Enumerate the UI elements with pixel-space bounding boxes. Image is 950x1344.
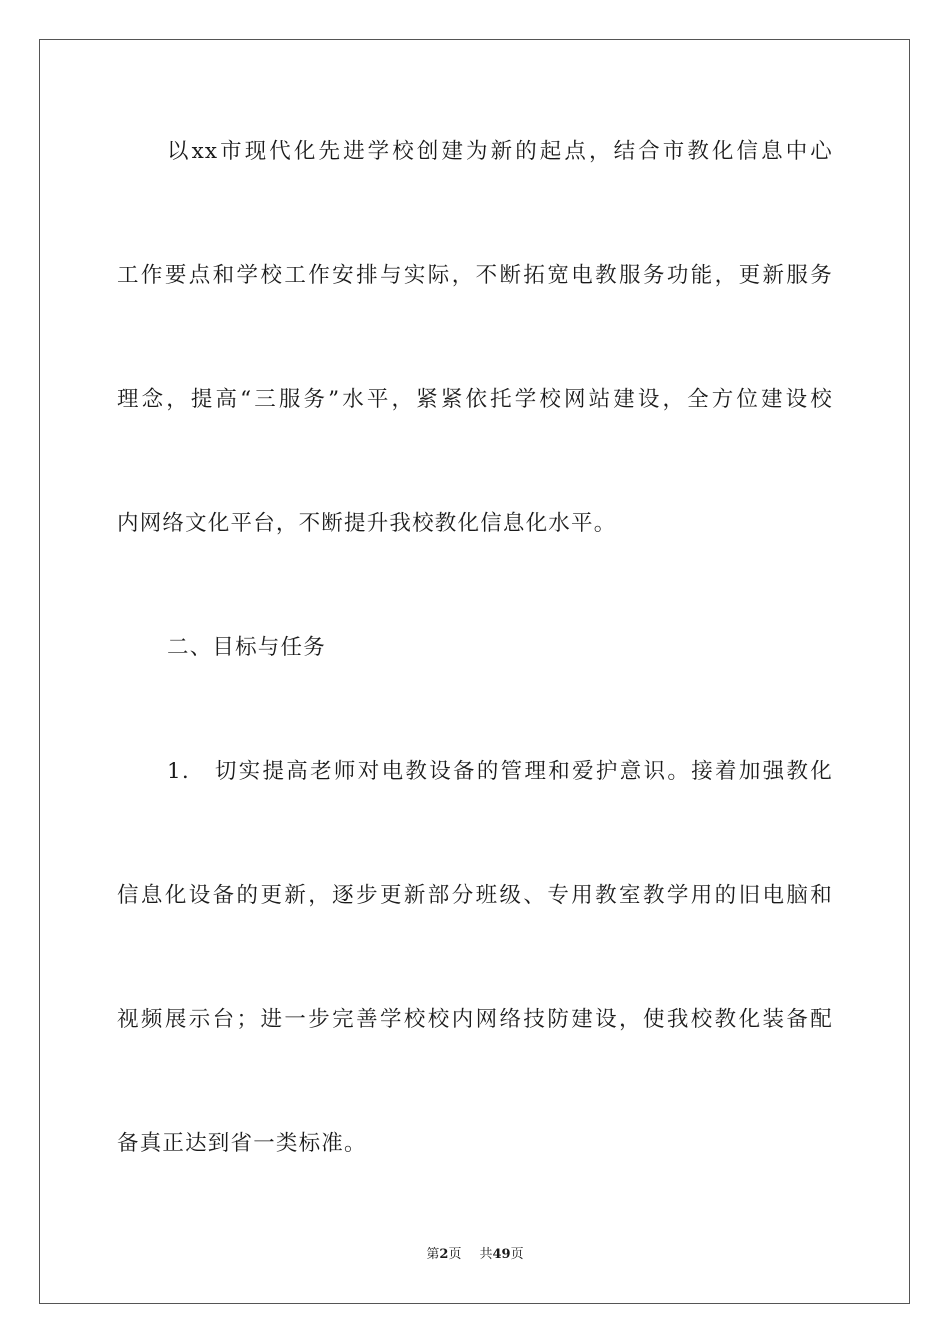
- list-item-1-line-4: 备真正达到省一类标准。: [117, 1131, 367, 1156]
- paragraph-1-line-4: 内网络文化平台，不断提升我校教化信息化水平。: [117, 511, 617, 536]
- paragraph-1-line-3: 理念，提高“三服务”水平，紧紧依托学校网站建设，全方位建设校: [117, 387, 833, 412]
- page-border: [39, 39, 910, 1304]
- list-item-1-line-1: 1. 切实提高老师对电教设备的管理和爱护意识。接着加强教化: [167, 759, 833, 784]
- section-heading: 二、目标与任务: [167, 635, 326, 660]
- footer-total-suffix: 页: [510, 1247, 524, 1262]
- list-item-1-line-3: 视频展示台；进一步完善学校校内网络技防建设，使我校教化装备配: [117, 1007, 833, 1032]
- footer-page-suffix: 页: [448, 1247, 462, 1262]
- paragraph-1-line-2: 工作要点和学校工作安排与实际，不断拓宽电教服务功能，更新服务: [117, 263, 833, 288]
- footer-page-number: 2: [439, 1247, 449, 1262]
- footer-total-prefix: 共: [479, 1247, 493, 1262]
- page-footer: [0, 1246, 950, 1264]
- paragraph-1-line-1: 以xx市现代化先进学校创建为新的起点，结合市教化信息中心: [167, 139, 833, 164]
- list-item-1-line-2: 信息化设备的更新，逐步更新部分班级、专用教室教学用的旧电脑和: [117, 883, 833, 908]
- footer-page-prefix: 第: [426, 1247, 440, 1262]
- footer-total-pages: 49: [492, 1247, 511, 1262]
